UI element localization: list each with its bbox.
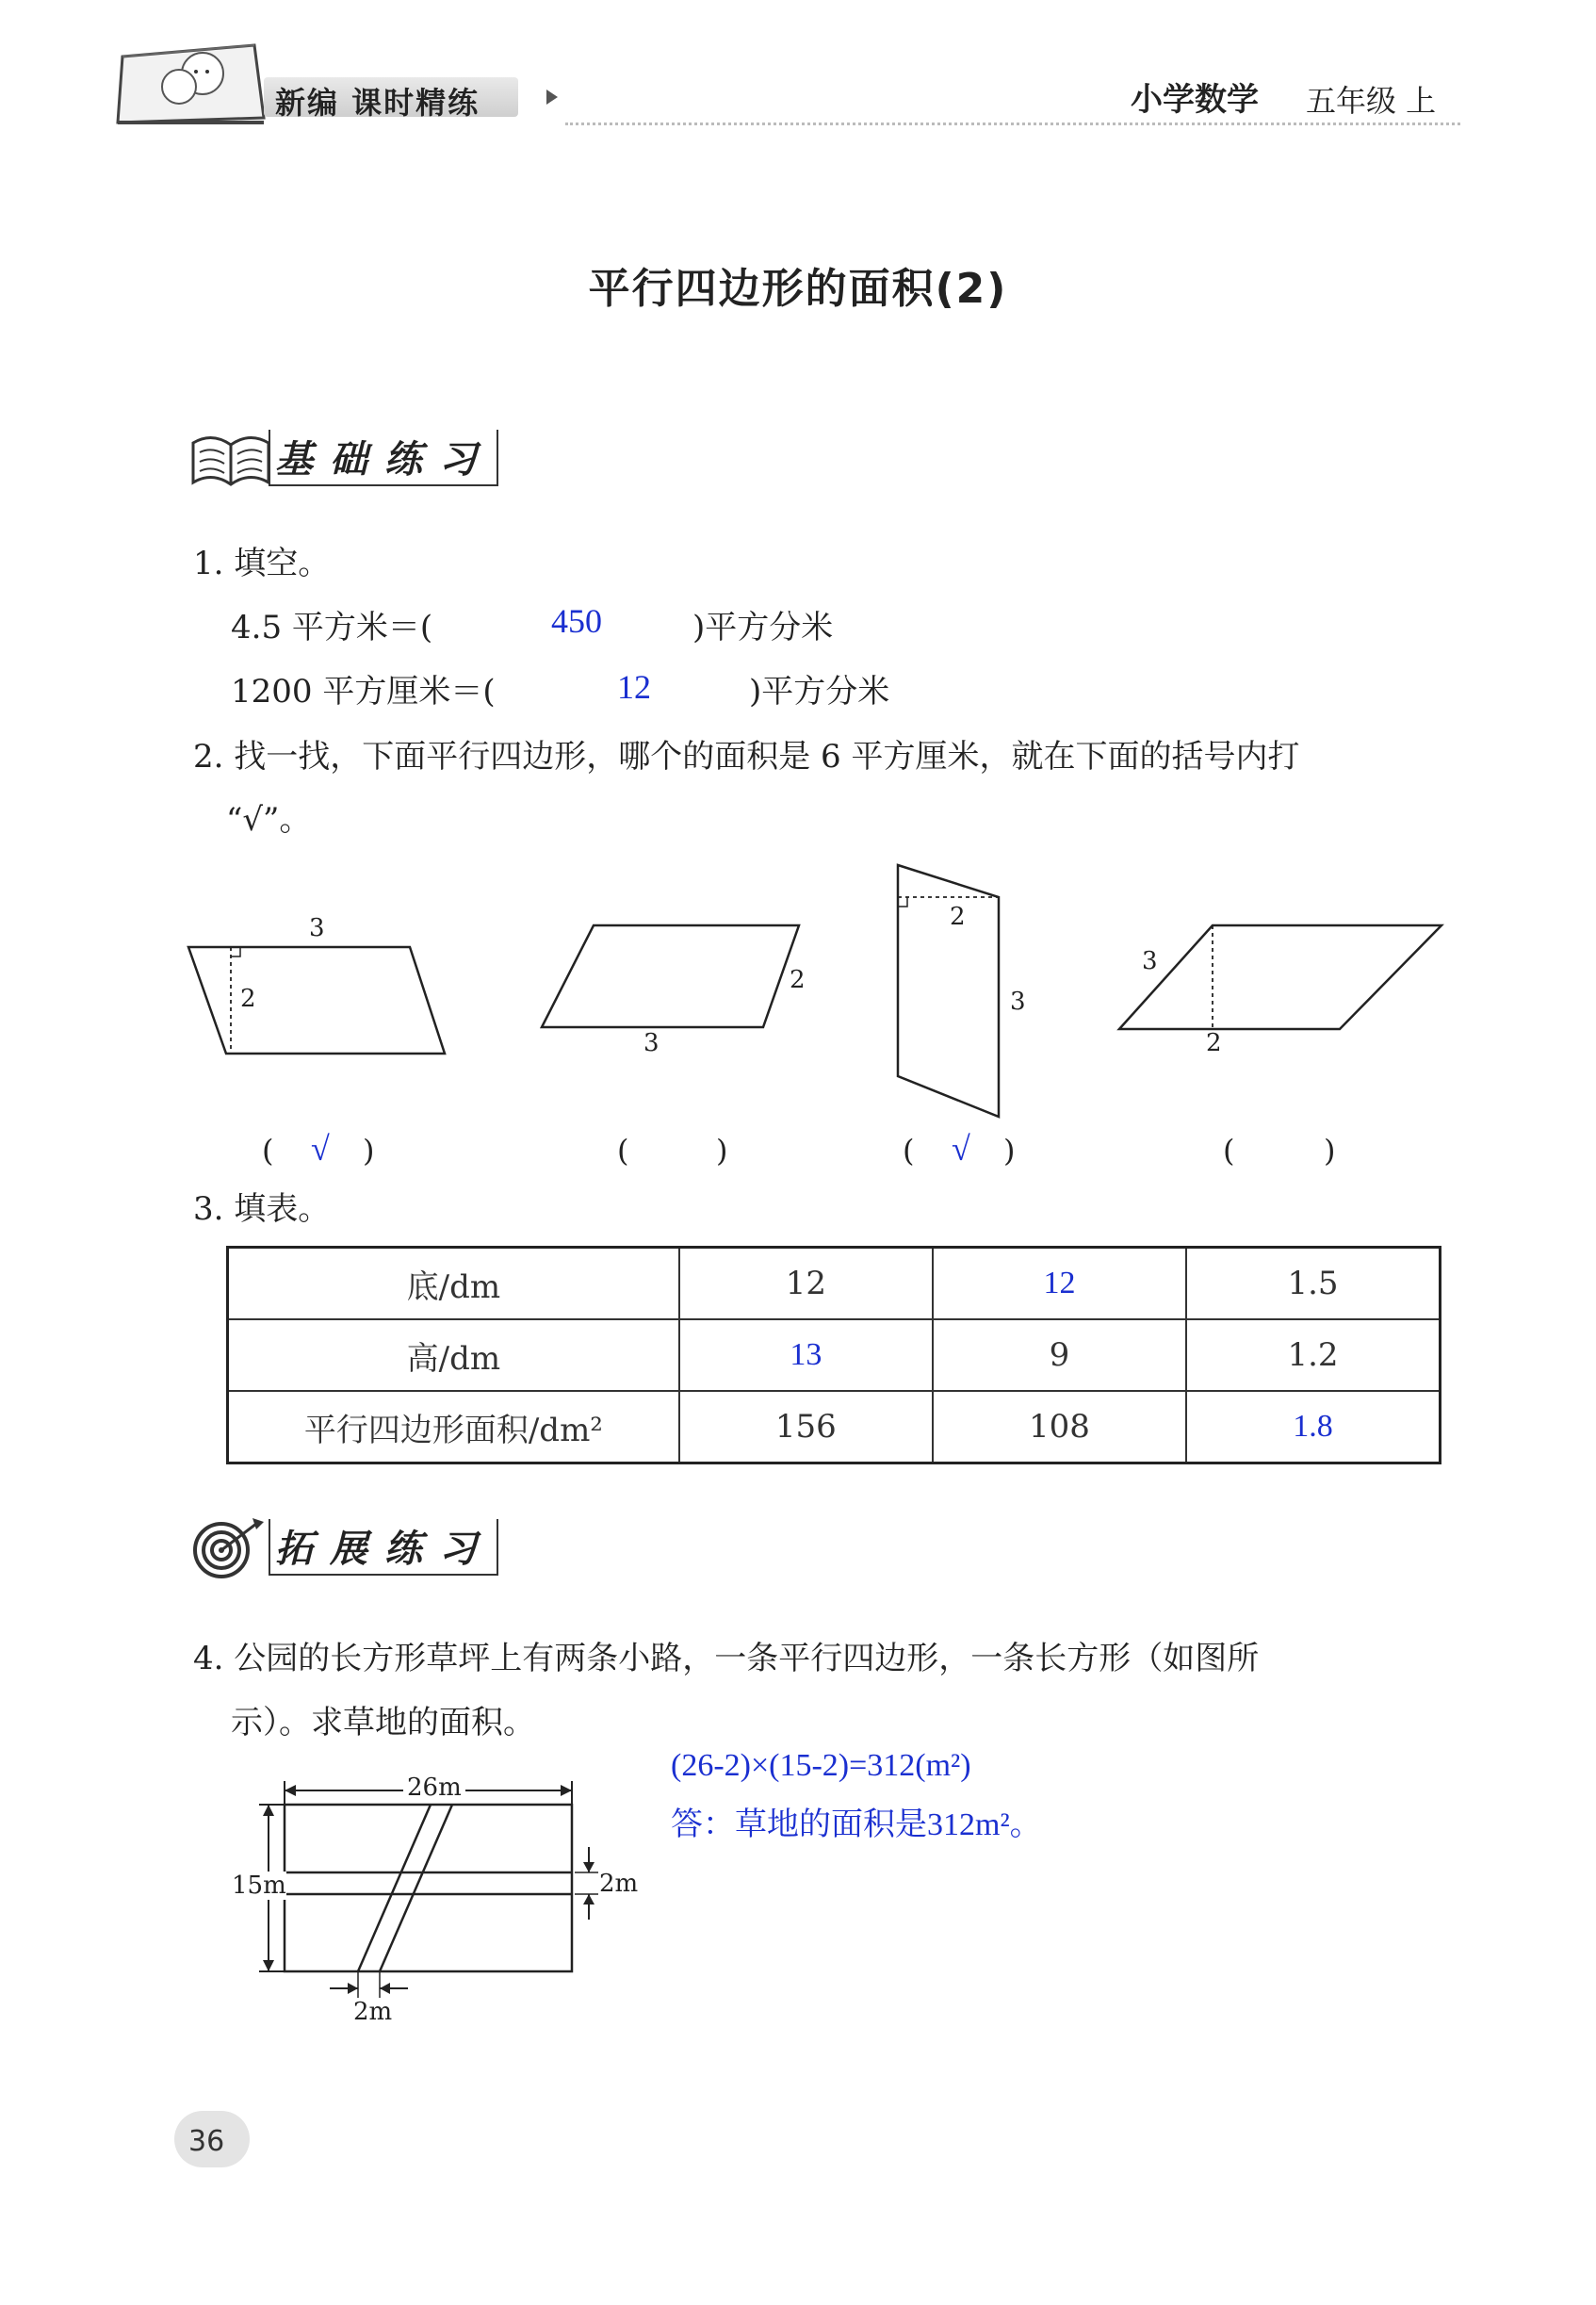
q1-line1-suffix: )平方分米 <box>692 609 834 646</box>
table-cell-answer: 13 <box>679 1319 933 1391</box>
shape3-paren-close: ) <box>1003 1133 1016 1169</box>
table-cell: 9 <box>933 1319 1186 1391</box>
q1-line2-prefix: 1200 平方厘米＝( <box>231 673 496 711</box>
q3-prompt: 3. 填表。 <box>193 1190 331 1228</box>
shape2-side-label: 2 <box>790 966 806 994</box>
q1-line1-answer: 450 <box>551 602 602 640</box>
table-cell: 156 <box>679 1391 933 1463</box>
section-extend-heading: 拓展练习 <box>275 1528 494 1571</box>
road-height-label: 2m <box>599 1870 639 1898</box>
shape3-side-label: 3 <box>1010 988 1026 1016</box>
table-cell-answer: 1.8 <box>1186 1391 1441 1463</box>
shape1-top-label: 3 <box>309 914 325 942</box>
shape1-height-label: 2 <box>240 985 256 1013</box>
table-cell: 1.5 <box>1186 1248 1441 1320</box>
page-title: 平行四边形的面积(2) <box>588 265 1008 313</box>
table-cell-answer: 12 <box>933 1248 1186 1320</box>
q1-line2-suffix: )平方分米 <box>749 673 890 711</box>
table-cell: 1.2 <box>1186 1319 1441 1391</box>
page-number: 36 <box>188 2125 225 2158</box>
table-cell: 108 <box>933 1391 1186 1463</box>
q4-answer-sentence: 答：草地的面积是312m²。 <box>671 1807 1042 1842</box>
shape1-paren-close: ) <box>363 1133 375 1169</box>
q4-answer-equation: (26-2)×(15-2)=312(m²) <box>671 1748 971 1783</box>
shape1-paren-open: ( <box>262 1133 274 1169</box>
shape4-paren-open: ( <box>1223 1133 1235 1169</box>
shape2-paren-close: ) <box>716 1133 728 1169</box>
shape4-base-label: 2 <box>1206 1029 1222 1057</box>
shape3-paren-open: ( <box>903 1133 915 1169</box>
grade-label: 五年级 上 <box>1306 83 1437 119</box>
shape4-paren-close: ) <box>1324 1133 1336 1169</box>
table-header-cell: 底/dm <box>228 1248 679 1320</box>
q1-line1-prefix: 4.5 平方米＝( <box>231 609 433 646</box>
q2-prompt-line2: “√”。 <box>226 801 312 839</box>
series-title: 新编 课时精练 <box>275 85 480 121</box>
shape3-answer: √ <box>952 1130 970 1168</box>
q2-prompt-line1: 2. 找一找，下面平行四边形，哪个的面积是 6 平方厘米，就在下面的括号内打 <box>193 738 1300 776</box>
shape2-paren-open: ( <box>617 1133 629 1169</box>
q4-prompt-line1: 4. 公园的长方形草坪上有两条小路，一条平行四边形，一条长方形（如图所 <box>193 1640 1260 1677</box>
shape4-side-label: 3 <box>1142 947 1158 975</box>
q4-prompt-line2: 示）。求草地的面积。 <box>231 1704 535 1741</box>
table-cell: 12 <box>679 1248 933 1320</box>
shape1-answer: √ <box>311 1130 330 1168</box>
shape2-base-label: 3 <box>643 1029 660 1057</box>
lawn-height-label: 15m <box>232 1872 286 1900</box>
subject-label: 小学数学 <box>1131 81 1259 119</box>
shape3-top-label: 2 <box>950 903 966 931</box>
road-width-label: 2m <box>353 1998 393 2026</box>
table-header-cell: 平行四边形面积/dm² <box>228 1391 679 1463</box>
lawn-width-label: 26m <box>403 1774 465 1802</box>
section-basic-heading: 基础练习 <box>275 438 494 482</box>
q1-line2-answer: 12 <box>617 668 651 706</box>
q1-prompt: 1. 填空。 <box>193 545 331 582</box>
table-header-cell: 高/dm <box>228 1319 679 1391</box>
